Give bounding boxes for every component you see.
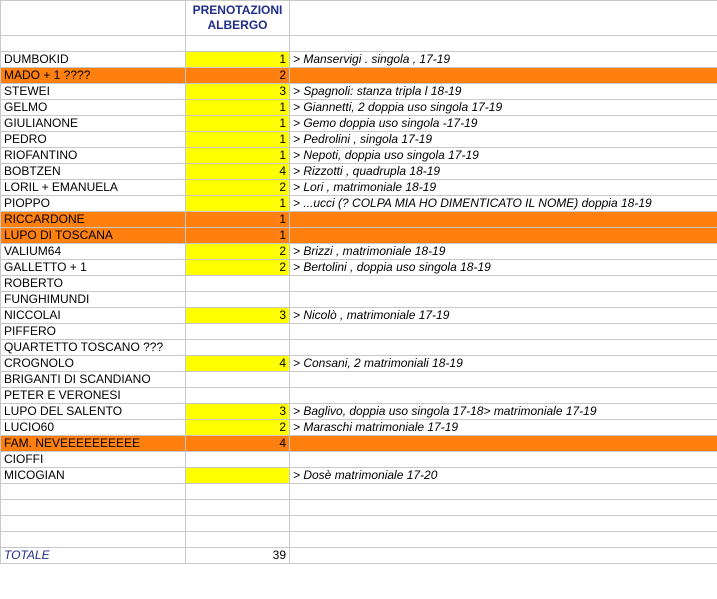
note-cell[interactable]: > Giannetti, 2 doppia uso singola 17-19 — [290, 100, 717, 116]
count-cell[interactable]: 4 — [186, 164, 290, 180]
name-cell[interactable]: MICOGIAN — [1, 468, 186, 484]
count-cell[interactable] — [186, 292, 290, 308]
table-row — [1, 532, 717, 548]
count-cell[interactable]: 2 — [186, 244, 290, 260]
count-cell[interactable] — [186, 468, 290, 484]
note-cell[interactable] — [290, 228, 717, 244]
name-cell[interactable]: BOBTZEN — [1, 164, 186, 180]
note-cell[interactable] — [290, 532, 717, 548]
note-cell[interactable]: > Baglivo, doppia uso singola 17-18> matrimoniale 17-19 — [290, 404, 717, 420]
name-cell[interactable] — [1, 36, 186, 52]
count-cell[interactable]: 3 — [186, 404, 290, 420]
note-cell[interactable] — [290, 500, 717, 516]
table-row — [1, 228, 717, 244]
count-cell[interactable]: 1 — [186, 132, 290, 148]
name-cell[interactable] — [1, 516, 186, 532]
total-label-cell[interactable]: TOTALE — [1, 548, 186, 564]
table-row — [1, 340, 717, 356]
name-cell[interactable]: VALIUM64 — [1, 244, 186, 260]
table-row — [1, 484, 717, 500]
name-cell[interactable]: LORIL + EMANUELA — [1, 180, 186, 196]
table-row — [1, 116, 717, 132]
table-row — [1, 260, 717, 276]
table-row — [1, 388, 717, 404]
note-cell[interactable] — [290, 452, 717, 468]
name-cell[interactable]: FAM. NEVEEEEEEEEEE — [1, 436, 186, 452]
count-cell[interactable] — [186, 372, 290, 388]
count-cell[interactable] — [186, 340, 290, 356]
count-cell[interactable]: 1 — [186, 148, 290, 164]
name-cell[interactable]: CIOFFI — [1, 452, 186, 468]
table-row — [1, 500, 717, 516]
name-cell[interactable] — [1, 532, 186, 548]
count-cell[interactable] — [186, 484, 290, 500]
note-cell[interactable] — [290, 324, 717, 340]
table-row — [1, 212, 717, 228]
header-note-cell[interactable] — [290, 1, 717, 36]
name-cell[interactable]: BRIGANTI DI SCANDIANO — [1, 372, 186, 388]
count-cell[interactable]: 2 — [186, 180, 290, 196]
note-cell[interactable]: > Bertolini , doppia uso singola 18-19 — [290, 260, 717, 276]
note-cell[interactable] — [290, 276, 717, 292]
note-cell[interactable]: > Maraschi matrimoniale 17-19 — [290, 420, 717, 436]
note-cell[interactable]: > Lori , matrimoniale 18-19 — [290, 180, 717, 196]
name-cell[interactable]: CROGNOLO — [1, 356, 186, 372]
note-cell[interactable]: > Gemo doppia uso singola -17-19 — [290, 116, 717, 132]
count-cell[interactable] — [186, 532, 290, 548]
table-row — [1, 36, 717, 52]
count-cell[interactable] — [186, 276, 290, 292]
name-cell[interactable]: PIOPPO — [1, 196, 186, 212]
table-row — [1, 420, 717, 436]
note-cell[interactable]: > Nepoti, doppia uso singola 17-19 — [290, 148, 717, 164]
note-cell[interactable]: > Rizzotti , quadrupla 18-19 — [290, 164, 717, 180]
table-row — [1, 372, 717, 388]
note-cell[interactable] — [290, 340, 717, 356]
count-cell[interactable]: 1 — [186, 100, 290, 116]
note-cell[interactable]: > Consani, 2 matrimoniali 18-19 — [290, 356, 717, 372]
table-row — [1, 468, 717, 484]
note-cell[interactable] — [290, 292, 717, 308]
table-row — [1, 324, 717, 340]
name-cell[interactable]: GELMO — [1, 100, 186, 116]
table-row — [1, 308, 717, 324]
name-cell[interactable]: GIULIANONE — [1, 116, 186, 132]
note-cell[interactable] — [290, 36, 717, 52]
note-cell[interactable]: > Nicolò , matrimoniale 17-19 — [290, 308, 717, 324]
note-cell[interactable]: > Manservigi . singola , 17-19 — [290, 52, 717, 68]
count-cell[interactable] — [186, 36, 290, 52]
count-cell[interactable]: 1 — [186, 212, 290, 228]
total-row — [1, 548, 717, 564]
table-row — [1, 68, 717, 84]
table-row — [1, 196, 717, 212]
table-row — [1, 356, 717, 372]
table-row — [1, 452, 717, 468]
count-cell[interactable]: 4 — [186, 356, 290, 372]
total-value-cell[interactable]: 39 — [186, 548, 290, 564]
note-cell[interactable] — [290, 484, 717, 500]
count-cell[interactable] — [186, 500, 290, 516]
name-cell[interactable]: DUMBOKID — [1, 52, 186, 68]
name-cell[interactable]: LUPO DEL SALENTO — [1, 404, 186, 420]
header-title-line1: PRENOTAZIONI — [192, 3, 283, 17]
note-cell[interactable] — [290, 388, 717, 404]
header-title-line2: ALBERGO — [207, 18, 268, 32]
note-cell[interactable]: > Pedrolini , singola 17-19 — [290, 132, 717, 148]
header-name-cell[interactable] — [1, 1, 186, 36]
name-cell[interactable]: RICCARDONE — [1, 212, 186, 228]
note-cell[interactable]: > ...ucci (? COLPA MIA HO DIMENTICATO IL NOME) doppia 18-19 — [290, 196, 717, 212]
table-row — [1, 164, 717, 180]
name-cell[interactable] — [1, 500, 186, 516]
table-row — [1, 52, 717, 68]
name-cell[interactable]: GALLETTO + 1 — [1, 260, 186, 276]
table-row — [1, 516, 717, 532]
header-row — [1, 1, 717, 36]
name-cell[interactable]: ROBERTO — [1, 276, 186, 292]
name-cell[interactable]: QUARTETTO TOSCANO ??? — [1, 340, 186, 356]
table-row — [1, 132, 717, 148]
name-cell[interactable]: RIOFANTINO — [1, 148, 186, 164]
table-row — [1, 276, 717, 292]
name-cell[interactable]: STEWEI — [1, 84, 186, 100]
table-row — [1, 404, 717, 420]
note-cell[interactable]: > Dosè matrimoniale 17-20 — [290, 468, 717, 484]
note-cell[interactable] — [290, 372, 717, 388]
table-row — [1, 100, 717, 116]
count-cell[interactable]: 4 — [186, 436, 290, 452]
total-note-cell[interactable] — [290, 548, 717, 564]
header-title-cell[interactable] — [186, 1, 290, 36]
count-cell[interactable]: 2 — [186, 68, 290, 84]
count-cell[interactable]: 2 — [186, 420, 290, 436]
name-cell[interactable]: FUNGHIMUNDI — [1, 292, 186, 308]
name-cell[interactable] — [1, 484, 186, 500]
table-row — [1, 292, 717, 308]
count-cell[interactable]: 1 — [186, 116, 290, 132]
count-cell[interactable] — [186, 516, 290, 532]
name-cell[interactable]: LUCIO60 — [1, 420, 186, 436]
table-row — [1, 148, 717, 164]
count-cell[interactable]: 1 — [186, 196, 290, 212]
note-cell[interactable] — [290, 68, 717, 84]
name-cell[interactable]: LUPO DI TOSCANA — [1, 228, 186, 244]
table-row — [1, 436, 717, 452]
table-row — [1, 244, 717, 260]
name-cell[interactable]: NICCOLAI — [1, 308, 186, 324]
count-cell[interactable]: 3 — [186, 308, 290, 324]
count-cell[interactable]: 1 — [186, 228, 290, 244]
note-cell[interactable] — [290, 436, 717, 452]
note-cell[interactable]: > Brizzi , matrimoniale 18-19 — [290, 244, 717, 260]
name-cell[interactable]: PIFFERO — [1, 324, 186, 340]
name-cell[interactable]: PEDRO — [1, 132, 186, 148]
note-cell[interactable]: > Spagnoli: stanza tripla l 18-19 — [290, 84, 717, 100]
note-cell[interactable] — [290, 516, 717, 532]
count-cell[interactable]: 2 — [186, 260, 290, 276]
name-cell[interactable]: PETER E VERONESI — [1, 388, 186, 404]
note-cell[interactable] — [290, 212, 717, 228]
count-cell[interactable]: 1 — [186, 52, 290, 68]
table-row — [1, 180, 717, 196]
count-cell[interactable]: 3 — [186, 84, 290, 100]
count-cell[interactable] — [186, 324, 290, 340]
name-cell[interactable]: MADO + 1 ???? — [1, 68, 186, 84]
table-row — [1, 84, 717, 100]
count-cell[interactable] — [186, 388, 290, 404]
count-cell[interactable] — [186, 452, 290, 468]
